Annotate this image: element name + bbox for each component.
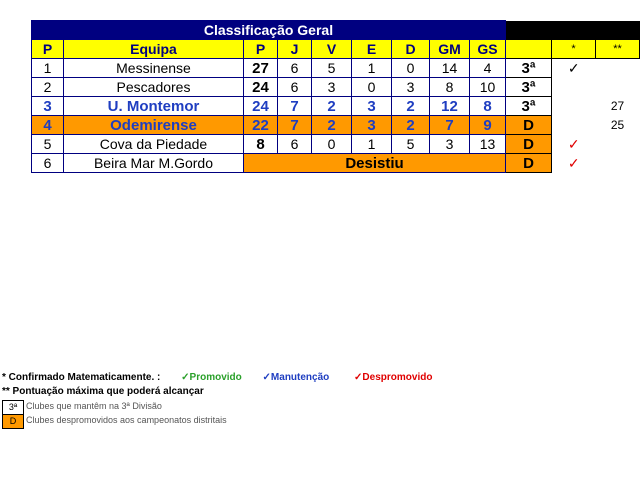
- cell-pts: 24: [244, 78, 278, 97]
- cell-team: Odemirense: [64, 116, 244, 135]
- cell-v: 3: [312, 78, 352, 97]
- cell-j: 6: [278, 135, 312, 154]
- table-row: [32, 78, 640, 97]
- legend-confirmed: * Confirmado Matematicamente. :: [2, 372, 161, 383]
- cell-j: 6: [278, 59, 312, 78]
- cell-pts: 8: [244, 135, 278, 154]
- legend-manutencao: ✓Manutenção: [262, 372, 330, 383]
- cell-d: 2: [392, 116, 430, 135]
- cell-gm: 12: [430, 97, 470, 116]
- cell-pts: 27: [244, 59, 278, 78]
- cell-pts: 22: [244, 116, 278, 135]
- legend-key-d: D: [2, 414, 24, 429]
- status-badge: 3ª: [506, 78, 552, 97]
- table-row: [32, 97, 640, 116]
- cell-gs: 13: [470, 135, 506, 154]
- cell-v: 2: [312, 116, 352, 135]
- cell-gs: 4: [470, 59, 506, 78]
- status-badge: 3ª: [506, 97, 552, 116]
- standings-table: [31, 20, 640, 173]
- header-gm: GM: [430, 40, 470, 59]
- cell-d: 0: [392, 59, 430, 78]
- legend-key-3a-text: Clubes que mantêm na 3ª Divisão: [26, 401, 162, 411]
- status-badge: D: [506, 116, 552, 135]
- cell-e: 3: [352, 97, 392, 116]
- legend-despromovido: ✓Despromovido: [354, 372, 433, 383]
- cell-pos: 5: [32, 135, 64, 154]
- cell-v: 5: [312, 59, 352, 78]
- header-pts: P: [244, 40, 278, 59]
- cell-e: 0: [352, 78, 392, 97]
- table-row: [32, 59, 640, 78]
- cell-gm: 8: [430, 78, 470, 97]
- cell-d: 2: [392, 97, 430, 116]
- check-icon: [552, 78, 596, 97]
- header-row: [32, 40, 640, 59]
- cell-pos: 3: [32, 97, 64, 116]
- cell-j: 6: [278, 78, 312, 97]
- cell-team: Pescadores: [64, 78, 244, 97]
- legend-key-3a: 3ª: [2, 400, 24, 415]
- table-row: [32, 154, 640, 173]
- header-gs: GS: [470, 40, 506, 59]
- cell-v: 0: [312, 135, 352, 154]
- cell-max-points: [596, 59, 640, 78]
- cell-e: 3: [352, 116, 392, 135]
- cell-v: 2: [312, 97, 352, 116]
- header-j: J: [278, 40, 312, 59]
- header-pos: P: [32, 40, 64, 59]
- table-row: [32, 135, 640, 154]
- status-badge: 3ª: [506, 59, 552, 78]
- cell-max-points: [596, 135, 640, 154]
- title-row: [32, 21, 640, 40]
- check-icon: ✓: [567, 135, 580, 152]
- cell-team: U. Montemor: [64, 97, 244, 116]
- cell-pts: 24: [244, 97, 278, 116]
- check-icon: ✓: [567, 154, 580, 171]
- check-icon: [552, 116, 596, 135]
- cell-team: Messinense: [64, 59, 244, 78]
- header-d: D: [392, 40, 430, 59]
- cell-gs: 8: [470, 97, 506, 116]
- check-icon: ✓: [567, 59, 580, 76]
- cell-d: 3: [392, 78, 430, 97]
- check-icon: [552, 97, 596, 116]
- table-title: Classificação Geral: [32, 21, 506, 40]
- legend-confirmed-line: [2, 372, 432, 383]
- cell-team: Cova da Piedade: [64, 135, 244, 154]
- cell-pos: 2: [32, 78, 64, 97]
- header-status: [506, 40, 552, 59]
- header-star: *: [552, 40, 596, 59]
- cell-gs: 9: [470, 116, 506, 135]
- status-badge: D: [506, 135, 552, 154]
- status-badge: D: [506, 154, 552, 173]
- cell-pos: 1: [32, 59, 64, 78]
- cell-max-points: 25: [610, 118, 625, 132]
- table-row: [32, 116, 640, 135]
- cell-pos: 4: [32, 116, 64, 135]
- cell-max-points: [596, 154, 640, 173]
- cell-j: 7: [278, 97, 312, 116]
- cell-max-points: 27: [610, 99, 625, 113]
- header-dstar: **: [596, 40, 640, 59]
- cell-max-points: [596, 78, 640, 97]
- header-v: V: [312, 40, 352, 59]
- legend-max-points: ** Pontuação máxima que poderá alcançar: [2, 386, 204, 397]
- cell-e: 1: [352, 59, 392, 78]
- header-e: E: [352, 40, 392, 59]
- cell-team: Beira Mar M.Gordo: [64, 154, 244, 173]
- legend-key-d-text: Clubes despromovidos aos campeonatos distritais: [26, 415, 227, 425]
- cell-j: 7: [278, 116, 312, 135]
- withdrawn-label: Desistiu: [244, 154, 506, 173]
- cell-gs: 10: [470, 78, 506, 97]
- cell-gm: 7: [430, 116, 470, 135]
- cell-e: 1: [352, 135, 392, 154]
- cell-pos: 6: [32, 154, 64, 173]
- legend-promovido: ✓Promovido: [181, 372, 242, 383]
- cell-gm: 3: [430, 135, 470, 154]
- header-team: Equipa: [64, 40, 244, 59]
- cell-gm: 14: [430, 59, 470, 78]
- cell-d: 5: [392, 135, 430, 154]
